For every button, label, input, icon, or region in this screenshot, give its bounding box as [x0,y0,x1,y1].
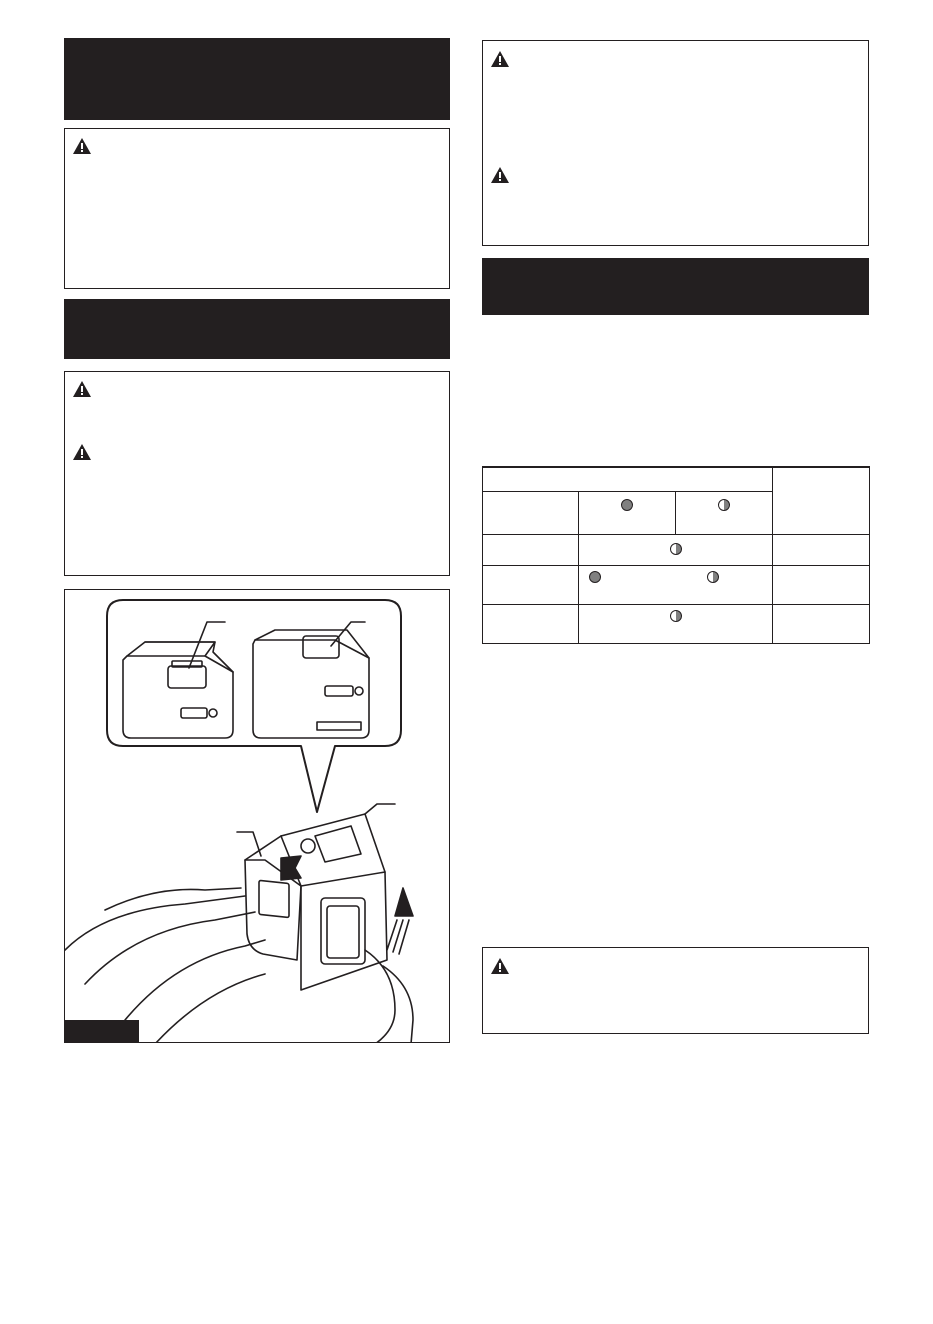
warning-icon [491,51,509,67]
warning-box-bottom-right [482,947,869,1034]
row-result [773,604,870,643]
lamp-blinking-icon [718,499,730,511]
row-lamps [579,534,773,565]
table-subheader-lamp-on [579,491,676,534]
warning-icon [73,444,91,460]
table-header-result [773,467,870,534]
section-header-2 [64,299,450,359]
warning-icon [73,138,91,154]
lamp-blinking-icon [707,571,719,583]
row-lamps [579,565,773,604]
battery-figure [64,589,450,1043]
warning-icon [73,381,91,397]
warning-box-top-right [482,40,869,246]
warning-icon [491,958,509,974]
warning-box-2 [64,371,450,576]
section-header-3 [482,258,869,315]
table-row [483,534,870,565]
row-lamps [579,604,773,643]
lamp-on-icon [621,499,633,511]
table-row [483,604,870,643]
lamp-blinking-icon [670,543,682,555]
row-result [773,534,870,565]
row-label [483,534,579,565]
table-header-lamp [483,467,773,491]
led-indicator-table [482,466,870,644]
warning-icon [491,167,509,183]
lamp-blinking-icon [670,610,682,622]
table-row [483,565,870,604]
row-result [773,565,870,604]
row-label [483,604,579,643]
table-subheader-lamp-half [676,491,773,534]
warning-box-1 [64,128,450,289]
table-subheader-label [483,491,579,534]
section-header-1 [64,38,450,120]
row-label [483,565,579,604]
lamp-on-icon [589,571,601,583]
figure-tag [65,1020,139,1042]
battery-illustration [65,590,450,1043]
